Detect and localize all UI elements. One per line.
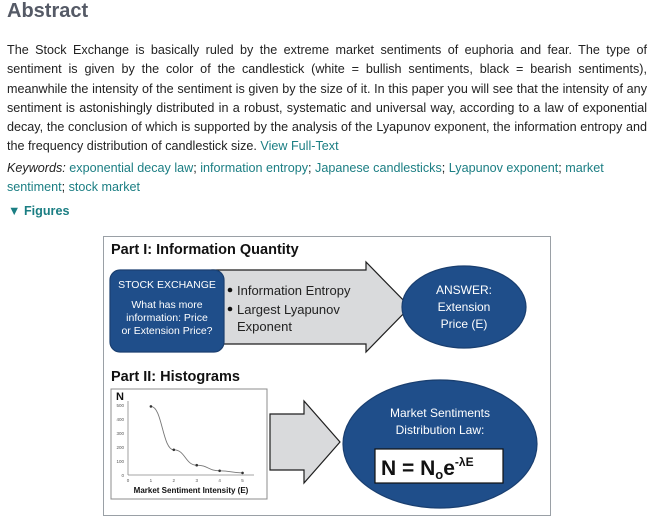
y-tick-label: 400 (116, 417, 124, 422)
keyword-link[interactable]: exponential decay law (69, 161, 194, 175)
triangle-down-icon: ▼ (8, 204, 21, 218)
data-point (218, 470, 221, 473)
stock-question: What has more (131, 299, 203, 311)
figures-toggle[interactable] (8, 204, 69, 218)
data-point (173, 449, 176, 452)
y-tick-label: 500 (116, 403, 124, 408)
keyword-link[interactable]: market sentiment (7, 161, 604, 195)
keyword-link[interactable]: Japanese candlesticks (315, 161, 442, 175)
y-tick-label: 0 (121, 473, 124, 478)
keywords-label: Keywords: (7, 161, 66, 175)
stock-question: information: Price (126, 312, 208, 324)
x-tick-label: 1 (149, 478, 153, 483)
abstract-body: The Stock Exchange is basically ruled by the extreme market sentiments of euphoria and fear. The type of sentiment is given by the color of the candlestick (white = bullish sentiments, black = bearish sentiments), meanwhile the intensity of the sentiment is given by the size of it. In this paper you will see that the intensity of any sentiment is astonishingly distributed in a robust, systematic and universal way, according to a law of exponential decay, the conclusion of which is supported by the analysis of the Lyapunov exponent, the information entropy and the frequency distribution of candlestick size. (7, 43, 647, 154)
law-ellipse (343, 380, 537, 508)
data-point (150, 405, 153, 408)
figure-image[interactable] (103, 236, 551, 516)
y-tick-label: 200 (116, 445, 124, 450)
x-tick-label: 4 (218, 478, 221, 483)
x-tick-label: 0 (126, 478, 130, 483)
formula-main: N = N (381, 457, 436, 480)
bullet-text: Exponent (237, 319, 292, 334)
bullet-text: Largest Lyapunov (237, 302, 340, 317)
abstract-text (7, 41, 647, 157)
bullet-icon (228, 288, 233, 293)
bullet-text: Information Entropy (237, 283, 351, 298)
law-text: Distribution Law: (395, 423, 485, 437)
y-tick-label: 100 (116, 459, 124, 464)
keyword-link[interactable]: stock market (68, 180, 140, 195)
arrow-right-icon (270, 401, 340, 483)
figures-label: Figures (23, 204, 70, 218)
y-axis-label: N (116, 391, 124, 403)
x-tick-label: 3 (195, 478, 198, 483)
keyword-link[interactable]: information entropy (200, 161, 309, 175)
y-tick-label: 300 (116, 431, 124, 436)
x-axis-label: Market Sentiment Intensity (E) (133, 486, 249, 495)
data-point (195, 464, 198, 467)
view-full-text-link[interactable]: View Full-Text (260, 139, 339, 154)
x-tick-label: 5 (241, 478, 244, 483)
bullet-icon (228, 307, 233, 312)
formula-subscript: o (435, 467, 444, 482)
formula-e: e (443, 457, 455, 480)
answer-text: ANSWER: (435, 283, 493, 297)
page-title: Abstract (7, 0, 89, 22)
stock-title: STOCK EXCHANGE (118, 279, 216, 291)
law-text: Market Sentiments (389, 406, 491, 420)
answer-text: Extension (437, 300, 491, 314)
x-tick-label: 2 (172, 478, 176, 483)
answer-text: Price (E) (440, 317, 488, 331)
part2-title: Part II: Histograms (111, 369, 240, 385)
keywords: Keywords: exponential decay law; information entropy; Japanese candlesticks; Lyapunov exponent; market sentiment; stock market (7, 161, 604, 195)
stock-question: or Extension Price? (121, 325, 213, 337)
formula-exponent: -λE (454, 455, 474, 469)
part1-title: Part I: Information Quantity (111, 242, 299, 258)
figure-graphic (104, 237, 550, 515)
keyword-link[interactable]: Lyapunov exponent (448, 161, 559, 175)
data-point (241, 472, 244, 475)
